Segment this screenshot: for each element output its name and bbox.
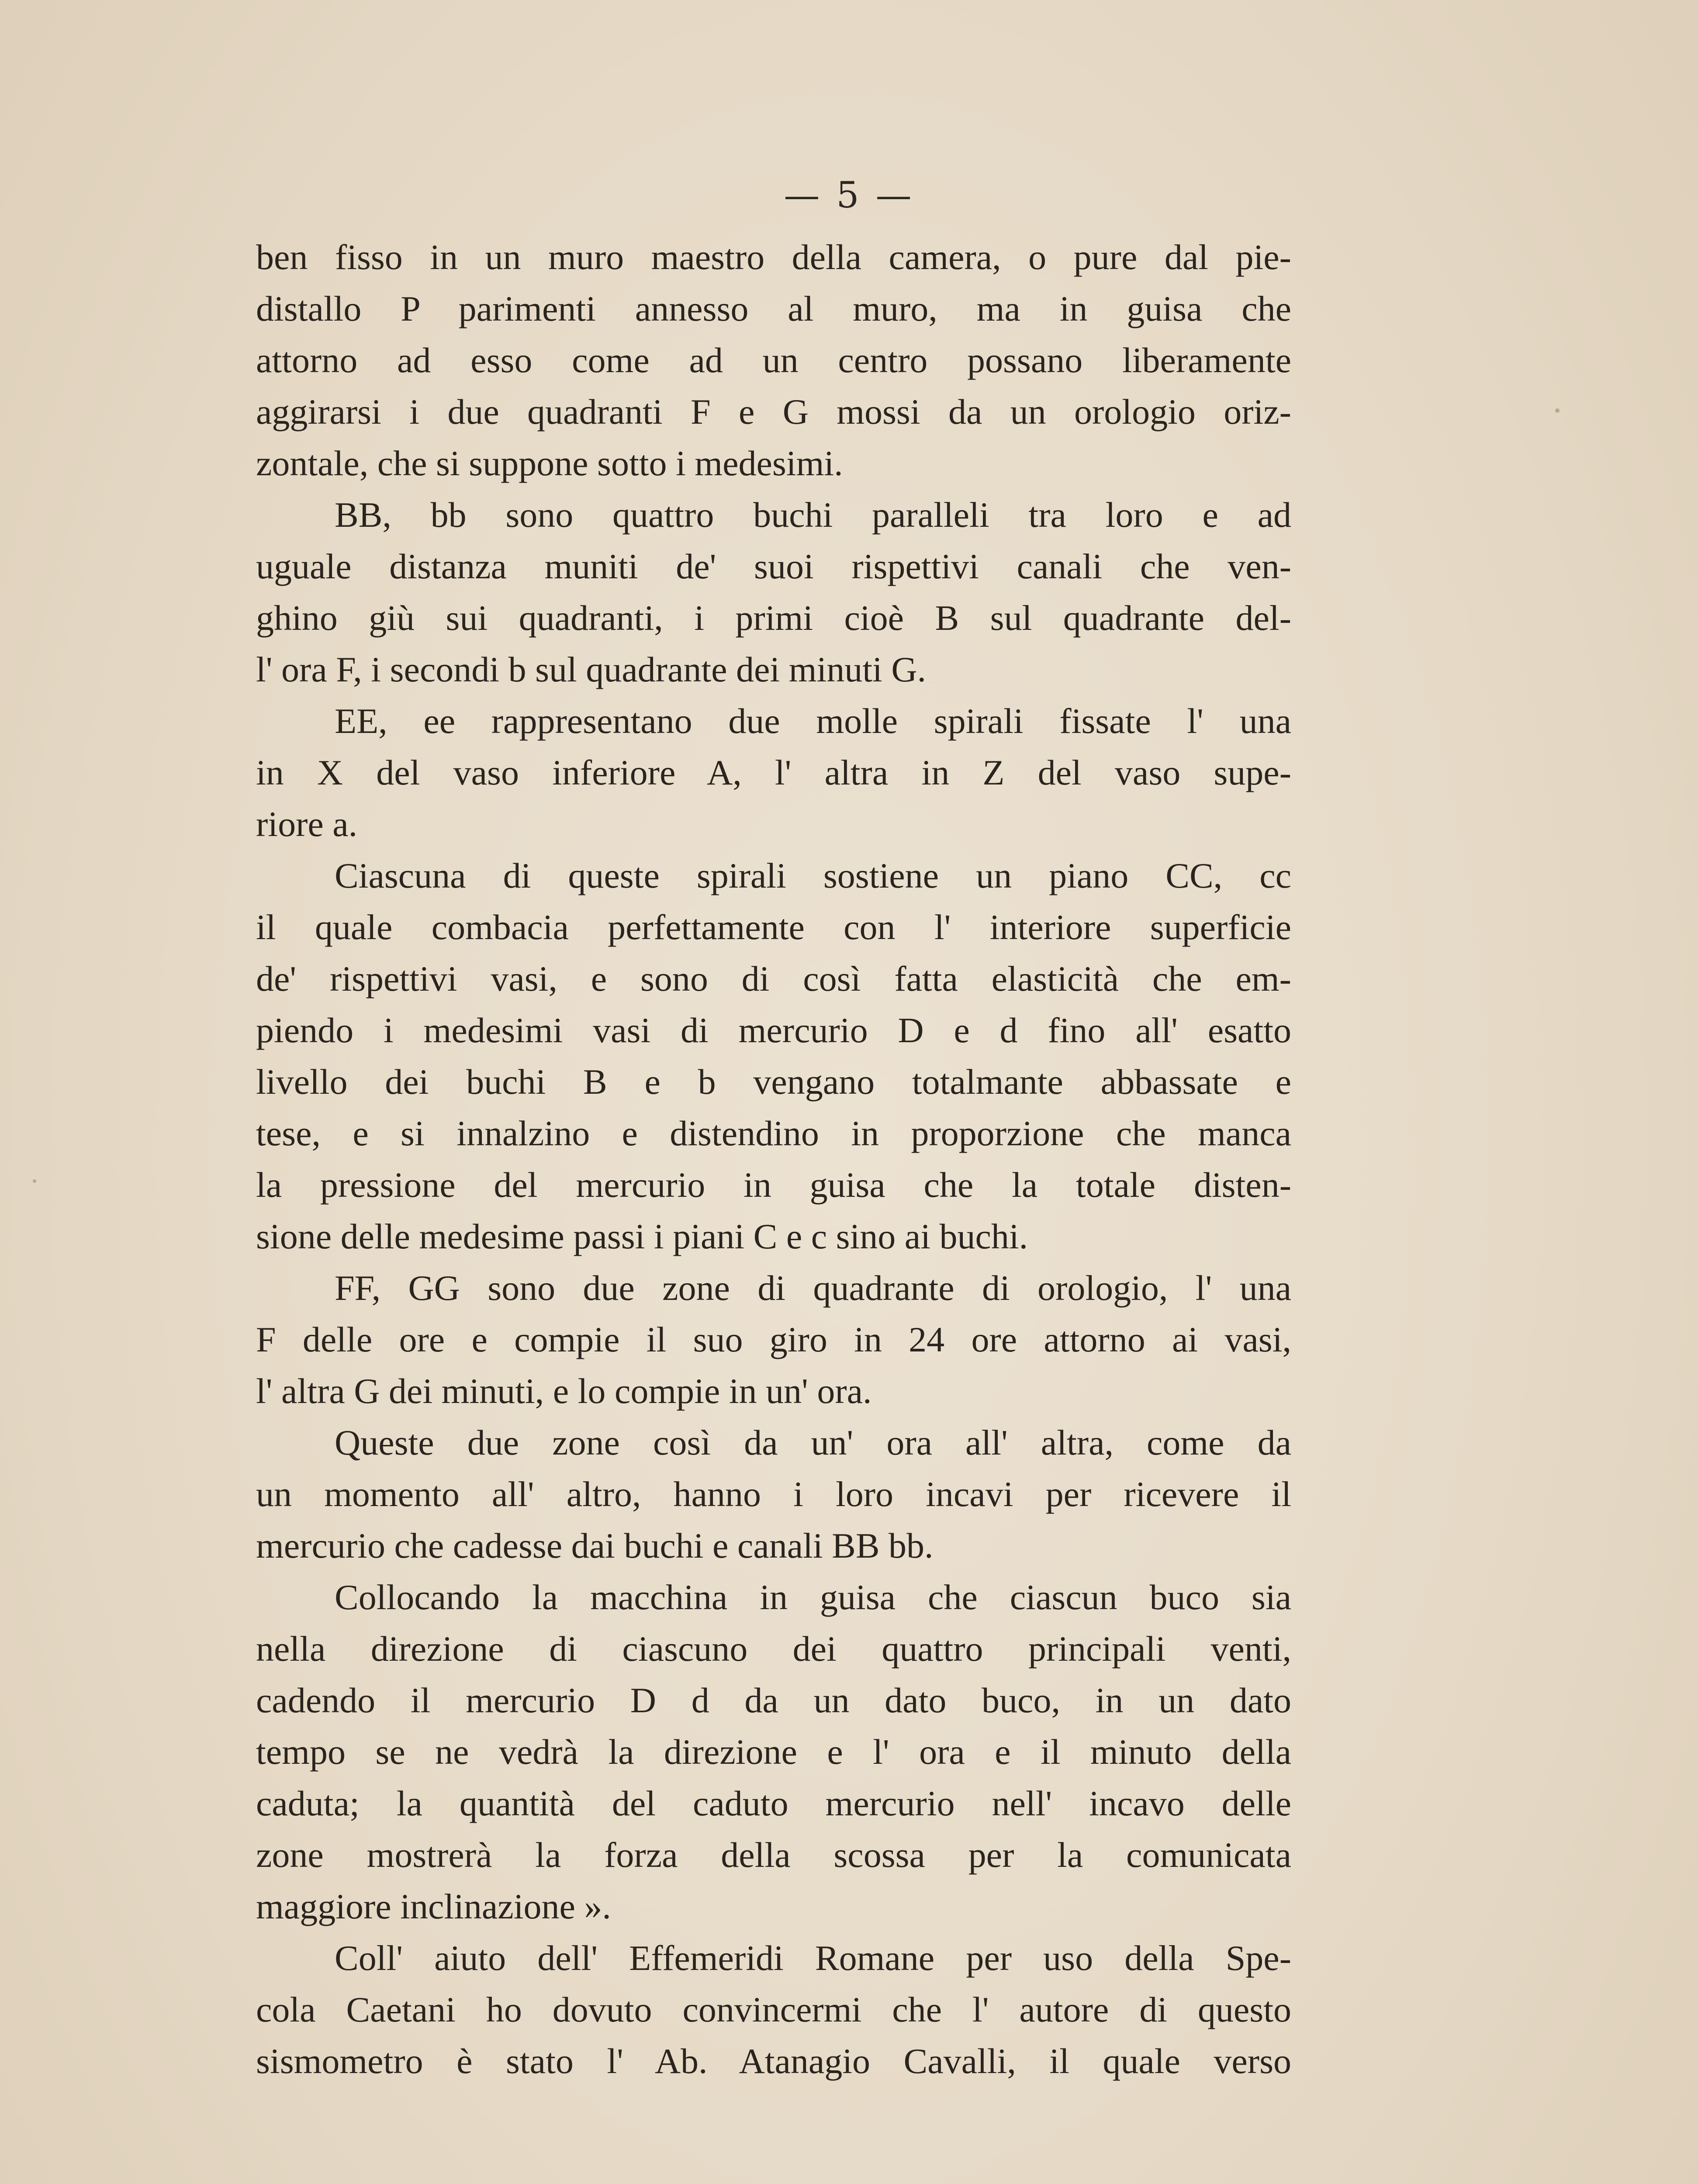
text-line-5: zontale, che si suppone sotto i medesimi. [256,443,843,483]
text-line-11: in X del vaso inferiore A, l' altra in Z del vaso supe- [256,753,1291,792]
text-line-31: caduta; la quantità del caduto mercurio nell' incavo delle [256,1783,1291,1823]
text-line-35: cola Caetani ho dovuto convincermi che l' autore di questo [256,1990,1291,2029]
paper-speck [1555,408,1560,413]
text-line-8: ghino giù sui quadranti, i primi cioè B sul quadrante del- [256,598,1291,638]
text-line-3: attorno ad esso come ad un centro possano liberamente [256,340,1291,380]
text-line-6: BB, bb sono quattro buchi paralleli tra loro e ad [335,495,1291,535]
text-line-18: tese, e si innalzino e distendino in proporzione che manca [256,1113,1291,1153]
text-line-32: zone mostrerà la forza della scossa per la comunicata [256,1835,1291,1875]
text-line-17: livello dei buchi B e b vengano totalmante abbassate e [256,1062,1291,1102]
text-line-14: il quale combacia perfettamente con l' interiore superficie [256,907,1291,947]
text-line-27: Collocando la macchina in guisa che ciascun buco sia [335,1577,1291,1617]
text-line-24: Queste due zone così da un' ora all' altra, come da [335,1423,1291,1462]
text-line-36: sismometro è stato l' Ab. Atanagio Cavalli, il quale verso [256,2041,1291,2081]
text-line-33: maggiore inclinazione ». [256,1887,611,1926]
text-line-28: nella direzione di ciascuno dei quattro principali venti, [256,1629,1291,1669]
text-line-20: sione delle medesime passi i piani C e c sino ai buchi. [256,1216,1028,1256]
text-line-2: distallo P parimenti annesso al muro, ma in guisa che [256,289,1291,328]
text-line-1: ben fisso in un muro maestro della camera, o pure dal pie- [256,237,1291,277]
text-line-21: FF, GG sono due zone di quadrante di orologio, l' una [335,1268,1291,1308]
text-line-30: tempo se ne vedrà la direzione e l' ora e il minuto della [256,1732,1291,1772]
text-line-34: Coll' aiuto dell' Effemeridi Romane per uso della Spe- [335,1938,1291,1978]
text-line-10: EE, ee rappresentano due molle spirali fissate l' una [335,701,1291,741]
paper-speck [33,1179,36,1183]
text-line-9: l' ora F, i secondi b sul quadrante dei minuti G. [256,650,927,689]
text-line-26: mercurio che cadesse dai buchi e canali BB bb. [256,1526,934,1565]
page-number: — 5 — [784,175,914,216]
text-line-13: Ciascuna di queste spirali sostiene un piano CC, cc [335,856,1291,895]
text-line-15: de' rispettivi vasi, e sono di così fatta elasticità che em- [256,959,1291,999]
text-line-23: l' altra G dei minuti, e lo compie in un' ora. [256,1371,872,1411]
text-line-25: un momento all' altro, hanno i loro incavi per ricevere il [256,1474,1291,1514]
text-line-19: la pressione del mercurio in guisa che la totale disten- [256,1165,1291,1205]
text-line-7: uguale distanza muniti de' suoi rispettivi canali che ven- [256,546,1291,586]
text-line-12: riore a. [256,804,358,844]
text-line-29: cadendo il mercurio D d da un dato buco, in un dato [256,1680,1291,1720]
text-line-16: piendo i medesimi vasi di mercurio D e d fino all' esatto [256,1010,1291,1050]
text-line-4: aggirarsi i due quadranti F e G mossi da un orologio oriz- [256,392,1291,432]
text-line-22: F delle ore e compie il suo giro in 24 ore attorno ai vasi, [256,1320,1291,1359]
body-text [256,232,1291,2087]
